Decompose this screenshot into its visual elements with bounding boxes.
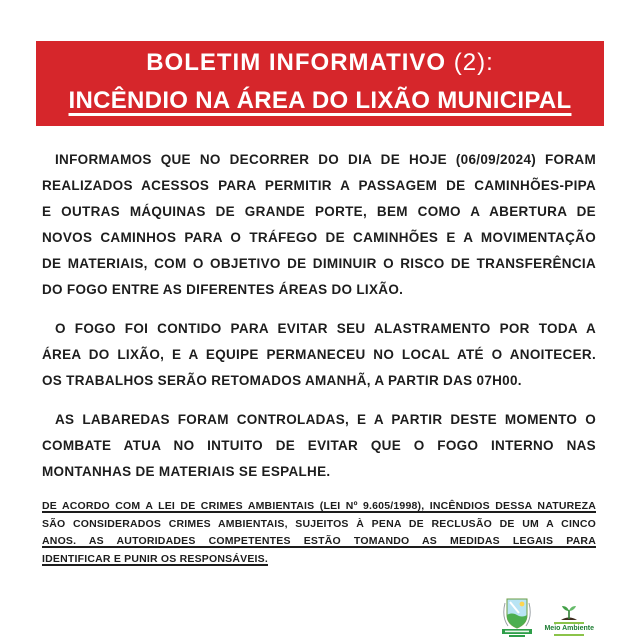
body-line: E OUTRAS MÁQUINAS DE GRANDE PORTE, BEM COMO A ABERTURA DE (42, 204, 596, 219)
coat-of-arms-icon (502, 597, 532, 637)
header-banner (36, 41, 604, 126)
body-line: O FOGO FOI CONTIDO PARA EVITAR SEU ALASTRAMENTO POR TODA A (55, 321, 596, 336)
body-line: ÁREA DO LIXÃO, E A EQUIPE PERMANECEU NO LOCAL ATÉ O ANOITECER. (42, 347, 596, 362)
body-line: INFORMAMOS QUE NO DECORRER DO DIA DE HOJE (06/09/2024) FORAM (55, 152, 596, 167)
bulletin-number: (2): (446, 48, 494, 76)
municipal-coat-of-arms-logo (502, 597, 532, 637)
paragraph-2 (42, 316, 596, 394)
bulletin-title-text: BOLETIM INFORMATIVO (146, 48, 447, 76)
logo-tagline-bar (554, 622, 584, 624)
bulletin-title (40, 45, 600, 81)
legal-notice (42, 498, 596, 568)
paragraph-1 (42, 147, 596, 303)
body-line: MONTANHAS DE MATERIAIS SE ESPALHE. (42, 464, 331, 479)
body-line: OS TRABALHOS SERÃO RETOMADOS AMANHÃ, A PARTIR DAS 07H00. (42, 373, 522, 388)
footer-logos (502, 597, 594, 637)
paragraph-3 (42, 407, 596, 485)
sprout-icon (558, 605, 580, 621)
bulletin-subtitle: INCÊNDIO NA ÁREA DO LIXÃO MUNICIPAL (68, 86, 572, 114)
bulletin-body (42, 147, 596, 568)
body-line: DE MATERIAIS, COM O OBJETIVO DE DIMINUIR O RISCO DE TRANSFERÊNCIA (42, 256, 596, 271)
legal-line: SÃO CONSIDERADOS CRIMES AMBIENTAIS, SUJEITOS À PENA DE RECLUSÃO DE UM A CINCO (42, 517, 596, 530)
legal-line: ANOS. AS AUTORIDADES COMPETENTES ESTÃO TOMANDO AS MEDIDAS LEGAIS PARA (42, 535, 596, 547)
body-line: DO FOGO ENTRE AS DIFERENTES ÁREAS DO LIXÃO. (42, 282, 404, 297)
body-line: NOVOS CAMINHOS PARA O TRÁFEGO DE CAMINHÕES E A MOVIMENTAÇÃO (42, 230, 596, 245)
logo-tagline-bar (554, 634, 584, 636)
legal-line: DE ACORDO COM A LEI DE CRIMES AMBIENTAIS (LEI Nº 9.605/1998), INCÊNDIOS DESSA NATUREZA (42, 500, 596, 512)
body-line: AS LABAREDAS FORAM CONTROLADAS, E A PARTIR DESTE MOMENTO O (55, 412, 596, 427)
body-line: COMBATE ATUA NO INTUITO DE EVITAR QUE O FOGO INTERNO NAS (42, 438, 596, 453)
legal-line: IDENTIFICAR E PUNIR OS RESPONSÁVEIS. (42, 552, 268, 565)
body-line: REALIZADOS ACESSOS PARA PERMITIR A PASSAGEM DE CAMINHÕES-PIPA (42, 178, 596, 193)
environment-logo (544, 605, 594, 637)
environment-logo-label: Meio Ambiente (544, 625, 594, 632)
